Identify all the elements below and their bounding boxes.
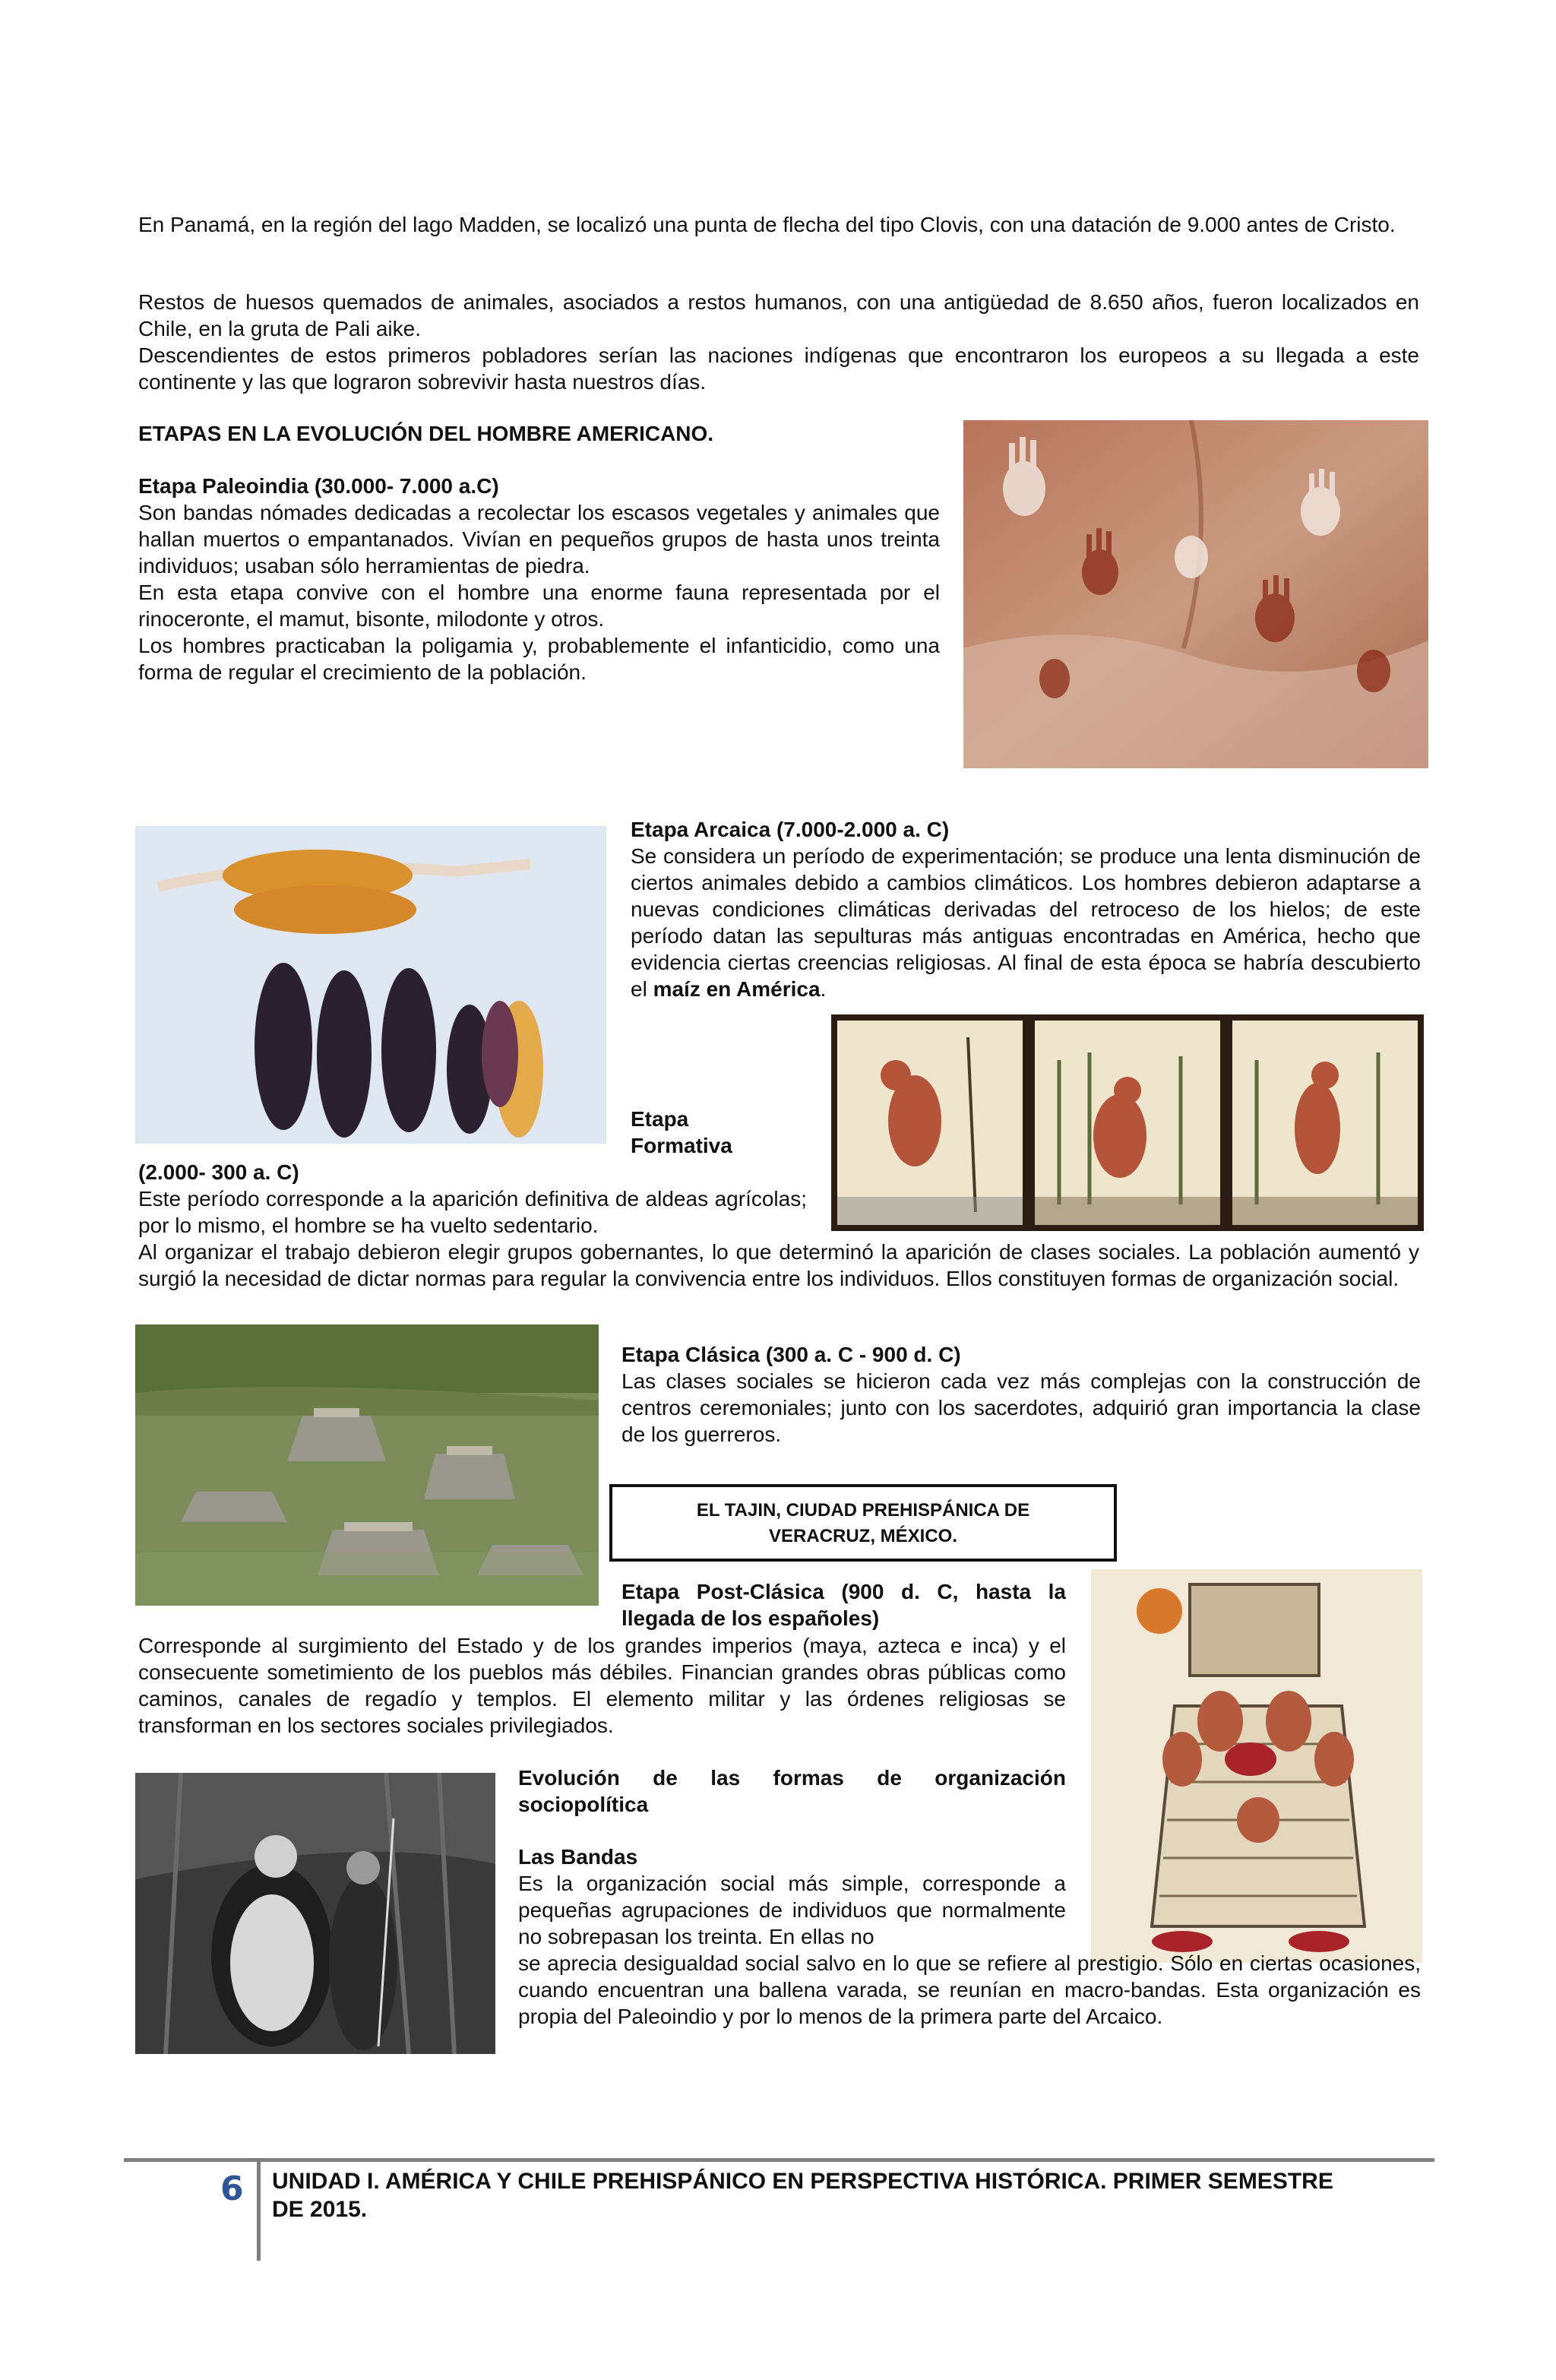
formativa-paragraph-1: Este período corresponde a la aparición definitiva de aldeas agrícolas; por lo mismo, el hombre se ha vuelto sedentario. <box>138 1187 807 1237</box>
paleoindia-paragraph-3: Los hombres practicaban la poligamia y, probablemente el infanticidio, como una forma de regular el crecimiento de la población. <box>138 634 940 684</box>
codex-agriculture-image <box>831 1014 1424 1231</box>
paleoindia-paragraph-1: Son bandas nómades dedicadas a recolectar los escasos vegetales y animales que hallan muertos o empantanados. Vivían en pequeños grupos de hasta unos treinta individuos; usaban sólo herramientas de piedra. <box>138 501 940 578</box>
corn-maize-image <box>135 826 606 1144</box>
arcaica-paragraph <box>631 843 1421 1002</box>
caption-line-1: EL TAJIN, CIUDAD PREHISPÁNICA DE <box>696 1500 1030 1521</box>
postclasica-heading: Etapa Post-Clásica (900 d. C, hasta la llegada de los españoles) <box>621 1580 1066 1630</box>
intro-paragraph-1: En Panamá, en la región del lago Madden, se localizó una punta de flecha del tipo Clovis, con una datación de 9.000 antes de Cristo. <box>138 213 1396 236</box>
formativa-heading-line1: Etapa <box>631 1107 689 1131</box>
clasica-heading: Etapa Clásica (300 a. C - 900 d. C) <box>621 1343 961 1366</box>
postclasica-paragraph: Corresponde al surgimiento del Estado y de los grandes imperios (maya, azteca e inca) y el consecuente sometimiento de los pueblos más débiles. Financian grandes obras públicas como caminos, canales de regadío y templos. El elemento militar y las órdenes religiosas se transforman en los sectores sociales privilegiados. <box>138 1634 1066 1737</box>
arcaica-heading: Etapa Arcaica (7.000-2.000 a. C) <box>631 818 950 841</box>
codex-temple-sacrifice-image <box>1091 1569 1422 1963</box>
arcaica-bold-text: maíz en América <box>653 977 821 1001</box>
footer-text: UNIDAD I. AMÉRICA Y CHILE PREHISPÁNICO EN PERSPECTIVA HISTÓRICA. PRIMER SEMESTRE DE 2015. <box>272 2169 1333 2222</box>
footer-vertical-divider <box>257 2160 261 2261</box>
el-tajin-caption <box>609 1484 1117 1562</box>
paleoindia-heading: Etapa Paleoindia (30.000- 7.000 a.C) <box>138 474 499 498</box>
formativa-paragraph-2: Al organizar el trabajo debieron elegir grupos gobernantes, lo que determinó la aparición de clases sociales. La población aumentó y surgió la necesidad de dictar normas para regular la convivencia entre los individuos. Ellos constituyen formas de organización social. <box>138 1240 1419 1290</box>
paleoindia-paragraph-2: En esta etapa convive con el hombre una enorme fauna representada por el rinoceronte, el mamut, bisonte, milodonte y otros. <box>138 581 940 631</box>
evolucion-heading: Evolución de las formas de organización sociopolítica <box>518 1766 1066 1816</box>
intro-paragraph-2: Restos de huesos quemados de animales, asociados a restos humanos, con una antigüedad de 8.650 años, fueron localizados en Chile, en la gruta de Pali aike. <box>138 290 1419 340</box>
bandas-paragraph-1: Es la organización social más simple, corresponde a pequeñas agrupaciones de individuos que normalmente no sobrepasan los treinta. En ellas no <box>518 1872 1066 1948</box>
footer-divider <box>124 2158 1434 2162</box>
clasica-paragraph: Las clases sociales se hicieron cada vez más complejas con la construcción de centros ceremoniales; junto con los sacerdotes, adquirió gran importancia la clase de los guerreros. <box>621 1369 1421 1446</box>
page-number: 6 <box>220 2170 244 2208</box>
arcaica-end: . <box>820 977 827 1001</box>
indigenous-people-photo <box>135 1773 495 2054</box>
formativa-dates: (2.000- 300 a. C) <box>138 1160 299 1184</box>
formativa-heading-line2: Formativa <box>631 1134 732 1157</box>
intro-paragraph-3: Descendientes de estos primeros pobladores serían las naciones indígenas que encontraron los europeos a su llegada a este continente y las que lograron sobrevivir hasta nuestros días. <box>138 343 1419 394</box>
el-tajin-aerial-image <box>135 1325 599 1606</box>
section-title: ETAPAS EN LA EVOLUCIÓN DEL HOMBRE AMERICANO. <box>138 422 714 445</box>
cave-hands-painting-image <box>963 420 1428 768</box>
bandas-heading: Las Bandas <box>518 1845 638 1869</box>
bandas-paragraph-2: se aprecia desigualdad social salvo en lo que se refiere al prestigio. Sólo en ciertas ocasiones, cuando encuentran una ballena varada, se reunían en macro-bandas. Esta organización es propia del Paleoindio y por lo menos de la primera parte del Arcaico. <box>518 1951 1421 2028</box>
caption-line-2: VERACRUZ, MÉXICO. <box>768 1526 957 1546</box>
arcaica-text: Se considera un período de experimentación; se produce una lenta disminución de ciertos animales debido a cambios climáticos. Los hombres debieron adaptarse a nuevas condiciones climáticas derivadas del retroceso de los hielos; de este período datan las sepulturas más antiguas encontradas en América, hecho que evidencia ciertas creencias religiosas. Al final de esta época se habría descubierto el <box>631 844 1421 1001</box>
